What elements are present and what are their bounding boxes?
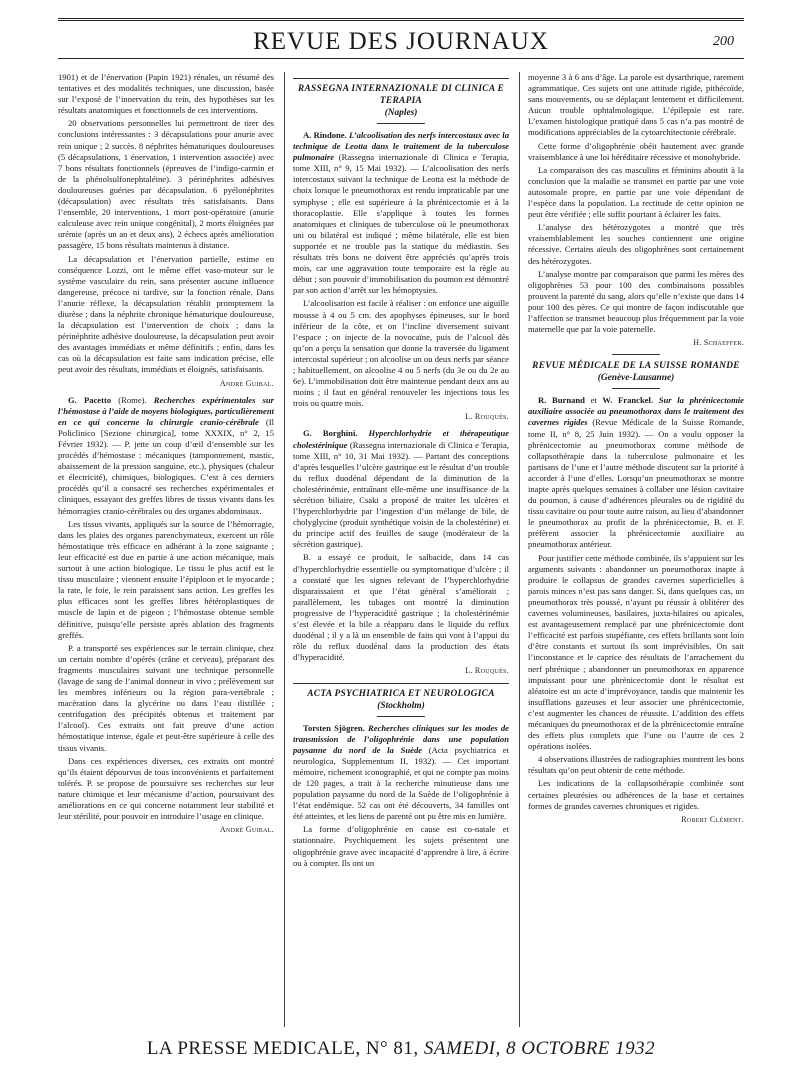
signature: H. Schaeffer. <box>693 338 744 348</box>
paragraph: La décapsulation et l’énervation partielle, estime en conséquence Lozzi, ont le même effet vaso-moteur sur le système vasculaire du rein, sans présenter aucune influence dangereuse, précoce ni tardive, sur la fonction rénale. Dans l’anurie réflexe, la décapsulation rétablit promptement la diurèse ; dans la néphrite chronique hématurique douloureuse, la décapsulation est l’intervention de choix ; dans la périnéphrite adhésive douloureuse, la décapsulation peut avoir des avantages immédiats et même définitifs ; enfin, dans les cas où la décapsulation est faite sans indication précise, elle peut avoir des résultats, immédiats et éloignés, satisfaisants. <box>58 253 274 375</box>
article-title: Recherches expérimentales sur l’hémostase à l’aide de moyens biologiques, particulièrement en ce qui concerne la chirurgie cranio-cérébrale <box>58 394 274 427</box>
paragraph: 4 observations illustrées de radiographies montrent les bons résultats qu’on peut obtenir de cette méthode. <box>528 754 744 776</box>
columns <box>58 72 744 1032</box>
paragraph: 1901) et de l’énervation (Papin 1921) rénales, un résumé des tentatives et des modalités techniques, une discussion, basée sur l’exposé de l’innervation du rein, des hypothèses sur les résultats anatomiques et fonctionnels de ces interventions. <box>58 72 274 116</box>
article-title: L’alcoolisation des nerfs intercostaux avec la technique de Leotta dans le traitement de la tuberculose pulmonaire <box>293 130 509 163</box>
signature: André Guibal. <box>219 378 274 388</box>
page <box>58 14 744 1064</box>
paragraph: Les tissus vivants, appliqués sur la source de l’hémorragie, dans les plaies des organes parenchymateux, exercent un rôle hémostatique très efficace en adhérant à la zone saignante ; leur efficacité est due en partie à une action mécanique, mais surtout à une action biologique. Le tissu le plus actif est le tissu musculaire ; viennent ensuite l’épiploon et le myocarde ; la rate, le foie, le rein paraissent sans action. Les greffes les plus efficaces sont les greffes libres hétéroplastiques de muscle de lapin et de pigeon ; l’hémostase obtenue semble définitive, puisqu’elle persiste après ablation des fragments greffés. <box>58 518 274 640</box>
footer-year: 1932 <box>615 1038 656 1059</box>
section-city: (Stockholm) <box>377 700 425 711</box>
section-title: RASSEGNA INTERNAZIONALE DI CLINICA E TERAPIA <box>297 84 505 106</box>
paragraph: Cette forme d’oligophrénie obéit hautement avec grande vraisemblance à une loi héréditaire récessive et monohybride. <box>528 140 744 162</box>
running-header <box>58 18 744 64</box>
signature: L. Rouquès. <box>465 412 509 422</box>
section-short-rule <box>377 716 425 717</box>
footer-date: 8 OCTOBRE <box>506 1038 610 1059</box>
article-body: (Revue Médicale de la Suisse Romande, tome II, n° 8, 25 Juin 1932). — On a voulu opposer la phrénicectomie au pneumothorax comme méthode de collapsothérapie dans la tuberculose pulmonaire et les partisans de l’une et l’autre méthode discutent sur la priorité à accorder à l’une d’elles. Lorsqu’un pneumothorax se montre inapte après quelques semaines à collaber une lésion cavitaire du poumon, à cause d’adhérences pleurales ou de rigidité du tissu cavitaire ou pour toute autre raison, au lieu d’abandonner le pneumothorax au profit de la phrénicectomie, B. et F. préfèrent associer la phrénicectomie auxiliaire au pneumothorax antérieur. <box>528 417 744 550</box>
column-2 <box>293 72 509 1032</box>
article-pacetto <box>58 395 274 517</box>
article-author: A. Rindone. <box>303 130 347 140</box>
article-body: (Acta psychiatrica et neurologica, Supplementum II, 1932). — Cet important mémoire, richement iconographié, et qui ne compte pas moins de 120 pages, a trait à la recherche minutieuse dans une population paysanne du nord de la Suède de l’oligophrénie à l’état endémique. 52 cas ont été découverts, 34 familles ont été atteintes, et les liens de parenté ont pu être mis en lumière. <box>293 744 509 822</box>
paragraph: La forme d’oligophrénie en cause est co-natale et stationnaire. Psychiquement les sujets présentent une oligophrénie grave avec incapacité d’apprendre à lire, à écrire ou à compter. Ils ont un <box>293 824 509 868</box>
section-heading <box>293 683 509 717</box>
column-1 <box>58 72 274 1032</box>
article-author: W. Franckel. <box>602 395 654 406</box>
signature: Robert Clément. <box>681 814 744 824</box>
header-bottom-rule <box>58 58 744 59</box>
article-body: (Rassegna internazionale di Clinica e Terapia, tome XIII, n° 9, 15 Mai 1932). — L’alcoolisation des nerfs intercostaux suivant la technique de Leotta est la méthode de choix lorsque le pneumothorax est rendu impraticable par une symphyse ; elle est supérieure à la phrénicectomie et à la thoracoplastie. Elle s’applique à toutes les formes anatomiques et cliniques de tuberculose où le pneumothorax uni ou bilatéral est indiqué ; même bilatérale, elle est bien supportée et ne trouble pas la statique du médiastin. Ses résultats très bons ne doivent être appréciés qu’après trois mois, car une aggravation toute temporaire est la règle au début ; son pouvoir d’immobilisation du poumon est démontré par son action d’arrêt sur les hémoptysies. <box>293 152 509 296</box>
article-title: Hyperchlorhydrie et thérapeutique cholestérinique <box>293 428 509 450</box>
paragraph: 20 observations personnelles lui permettront de tirer des conclusions intéressantes : 3 décapsulations pour anurie avec rein unique ; 2 succès. 8 néphrites hématuriques douloureuses (5 décapsulations, 1 énervation, 1 intervention associée) avec 7 bons résultats fonctionnels (épreuves de l’indigo-carmin et de la phénolsulfonephtaléine). 3 périnéphrites adhésives douloureuses guéries par décapsulation. 6 pyélonéphrites (décapsulation) avec résultats très satisfaisants. Dans l’ensemble, 20 interventions, 1 mort post-opératoire (anurie calculeuse avec rein unique congénital), 2 morts éloignées par urémie (après un an et deux ans), 2 échecs après amélioration passagère, 15 bons résultats maintenus à distance. <box>58 118 274 251</box>
article-author: G. Pacetto <box>68 394 112 405</box>
article-body: (Rassegna internazionale di Clinica e Terapia, tome XIII, n° 10, 31 Mai 1932). — Partant des conceptions d’après lesquelles l’ulcère gastrique est le résultat d’un trouble du reflux duodénal dépendant de la diminution de la cholestérinémie, entraînant elle-même une insuffisance de la sécrétion biliaire, Csaki a proposé de traiter les ulcères et l’hyperchlorhydrie par l’ingestion d’un mélange de bile, de cholyglycine (produit synthétique voisin de la cholestérine) et du principe actif des feuilles de sauge (modérateur de la sécrétion gastrique). <box>293 439 509 550</box>
page-number: 200 <box>713 34 734 49</box>
section-short-rule <box>612 354 660 355</box>
article-author: R. Burnand <box>538 395 585 406</box>
paragraph: Les indications de la collapsothérapie combinée sont certaines pleurésies ou adhérences de la base et certaines formes de grandes cavernes chroniques et rigides. <box>528 778 744 811</box>
running-footer <box>58 1038 744 1060</box>
column-3 <box>528 72 744 1032</box>
footer-day: SAMEDI, <box>423 1038 501 1059</box>
section-short-rule <box>612 388 660 389</box>
section-title: ACTA PSYCHIATRICA ET NEUROLOGICA <box>307 688 495 699</box>
article-title: Recherches cliniques sur les modes de transmission de l’oligophrénie dans une population paysanne du nord de la Suède <box>293 722 509 755</box>
section-short-rule <box>377 123 425 124</box>
paragraph: L’alcoolisation est facile à réaliser : on enfonce une aiguille mousse à 4 ou 5 cm. des apophyses épineuses, sur le bord inférieur de la côte, et on l’incline diversement suivant l’espace ; on injecte de la novocaïne, puis de l’alcool dès qu’on a perçu la sensation que donne la traversée du ligament intercostal supérieur ; on alcoolise un ou deux nerfs par séance ; habituellement, on alcoolise 4 ou 5 nerfs (du 3e ou du 2e au 6e). L’immobilisation doit être maintenue pendant deux ans au moins ; il faut en général renouveler les injections tous les trois ou quatre mois. <box>293 298 509 409</box>
footer-text <box>58 1038 744 1060</box>
paragraph: B. a essayé ce produit, le salbacide, dans 14 cas d’hyperchlorhydrie essentielle ou symptomatique d’ulcère ; il a constaté que les signes relevant de l’hyperchlorhydrie disparaissaient et que l’état général s’améliorait ; parallèlement, les tubages ont montré la diminution progressive de l’hyperacidité gastrique ; la cholestérinémie s’est élevée et la bile a réapparu dans le liquide du reflux duodénal ; il y a là un ensemble de faits qui vont à l’appui du rôle du reflux duodénal dans la production des états d’hyperacidité. <box>293 552 509 663</box>
article-body: (Il Policlinico [Sezione chirurgica], tome XXXIX, n° 2, 15 Février 1932). — P. jette un coup d’œil d’ensemble sur les procédés d’hémostase : mécaniques (tamponnement, mastic, abaissement de la pression sanguine, etc.), physiques (chaleur et électricité), chimiques, biologiques. C’est à ces derniers procédés qu’il a consacré ses recherches expérimentales et cliniques, essayant des greffes libres de tissus vivants dans les hémorragies cranio-cérébrales ou des organes abdominaux. <box>58 416 274 516</box>
paragraph: P. a transporté ses expériences sur le terrain clinique, chez un certain nombre d’opérés (crâne et cerveau), préparant des fragments musculaires suivant une technique personnelle (lavage de sang de l’animal donneur in vivo ; prélèvement sur les membres inférieurs ou la région para-vertébrale ; macération dans la glycérine ou dans l’eau distillée ; centrifugation des précipités obtenus et traitement par l’alcool). Ces extraits ont fait preuve d’une action hémostatique intense, égale et peut-être supérieure à celle des tissus vivants. <box>58 642 274 753</box>
article-place: (Rome). <box>111 394 154 405</box>
article-author: G. Borghini. <box>303 428 358 439</box>
paragraph: L’analyse montre par comparaison que parmi les mères des oligophrènes 53 pour 100 des combinaisons possibles prouvent la parenté du sang, alors qu’elle n’existe que dans 14 pour 100 des pères. Ce qui montre de façon indiscutable que l’affection se transmet beaucoup plus fréquemment par la voie maternelle que par la voie paternelle. <box>528 268 744 335</box>
article-author: Torsten Sjögren. <box>303 722 365 733</box>
section-rule <box>293 78 509 79</box>
footer-journal: LA PRESSE MEDICALE, N° 81, <box>146 1038 419 1059</box>
paragraph: Dans ces expériences diverses, ces extraits ont montré qu’ils étaient dépourvus de tous inconvénients et parfaitement tolérés. P. se propose de poursuivre ses recherches sur leur nature chimique et leur mécanisme d’action, poursuivant des améliorations en ce qui concerne notamment leur stabilité et leur stérilité, pour pouvoir en introduire l’usage en clinique. <box>58 755 274 822</box>
section-title: REVUE MÉDICALE DE LA SUISSE ROMANDE <box>532 361 740 372</box>
paragraph: moyenne 3 à 6 ans d’âge. La parole est dysarthrique, rarement agrammatique. Ces sujets ont une attitude rigide, pithécoïde, sans mouvements, ou se déplaçant lentement et difficilement. Aucun trouble ophtalmologique. L’épilepsie est rare. L’examen histologique pratiqué dans 5 cas n’a pas montré de modifications appréciables de la cytoarchitectonie cérébrale. <box>528 72 744 138</box>
article-borghini <box>293 428 509 550</box>
signature: L. Rouquès. <box>465 666 509 676</box>
section-city: (Naples) <box>384 108 418 118</box>
article-rindone <box>293 130 509 296</box>
section-heading <box>528 354 744 389</box>
signature: André Guibal. <box>219 825 274 835</box>
article-burnand <box>528 395 744 550</box>
column-divider <box>519 72 520 1027</box>
paragraph: L’analyse des hétérozygotes a montré que très vraisemblablement les souches contiennent une origine récessive. Certains aïeuls des oligophrènes sont certainement des hétérozygotes. <box>528 222 744 266</box>
article-title: Sur la phrénicectomie auxiliaire associée au pneumothorax dans le traitement des cavernes rigides <box>528 395 744 428</box>
article-and: et <box>584 395 603 406</box>
paragraph: La comparaison des cas masculins et féminins aboutit à la conclusion que la maladie se transmet en partie par une voie autosomale propre, en partie par une voie dépendant de l’espèce dans la population. La rectitude de cette opinion ne peut être vérifiée ; elle suffit pourtant à éclairer les faits. <box>528 164 744 220</box>
section-heading <box>293 78 509 124</box>
paragraph: Pour justifier cette méthode combinée, ils s’appuient sur les arguments suivants : abandonner un pneumothorax inapte à produire le collapsus de grandes cavernes superficielles à parois minces n’est pas sans danger. Si, dans quelques cas, un pneumothorax très poussé, n’ayant pu réussir à oblitérer des cavernes volumineuses, basilaires, juxta-hilaires ou apicales, est avantageusement remplacé par une phrénicectomie dont l’efficacité est parfois stupéfiante, ces effets brillants sont loin d’être constants et surtout ils sont imprévisibles. On sait l’inconstance et le caprice des résultats de l’arrachement du nerf phrénique ; abandonner un pneumothorax en apparence impuissant pour une phrénicectomie dont le résultat est aléatoire est un acte d’imprévoyance, tandis que maintenir les insufflations gazeuses et leur associer une phrénicectomie, c’est augmenter les chances de réussite. L’addition des effets mécaniques du pneumothorax et de la phrénicectomie entraîne des effets plus complets que l’une ou l’autre de ces 2 opérations isolées. <box>528 552 744 752</box>
journal-section-title: REVUE DES JOURNAUX <box>253 28 549 55</box>
column-divider <box>284 72 285 1027</box>
header-top-rule <box>58 18 744 21</box>
section-city: (Genève-Lausanne) <box>597 373 675 384</box>
article-sjogren <box>293 723 509 823</box>
section-rule <box>293 683 509 684</box>
